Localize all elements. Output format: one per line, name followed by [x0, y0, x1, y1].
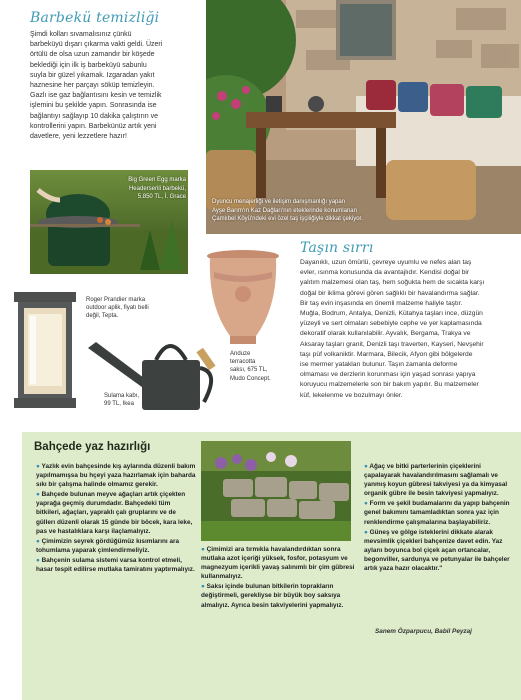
tas-body — [300, 258, 521, 401]
lamp-image — [8, 292, 78, 415]
bullet-icon: ● — [201, 583, 207, 591]
garden-tip-text: Saksı içinde bulunan bitkilerin toprakların değiştirmeli, gerekliyse bir büyük boy saksıya almalıyız. Ayrıca besin takviyelerini yapmalıyız. — [201, 583, 344, 609]
garden-tip-text: Güneş ve gölge isteklerini dikkate alarak mevsimlik çiçekleri bahçenize davet edin. Yaz aylarıı boyunca bol çiçek açan ortancalar, begonviller, sardunya ve petunyalar ile bahçeler artık yaza hazır olacaktır." — [364, 528, 510, 573]
garden-tip-text: Bahçede bulunan meyve ağaçları artık çiçekten yaprağa geçmiş durumdadır. Bahçedeki tüm bitkileri, ağaçları, yapraklı çalı gruplarını ve de güllerı düzenli olarak 15 günde bir böcek, kara leke, pas ve hastalıklara karşı ilaçlamalıyız. — [36, 491, 193, 535]
barbeku.lines-line: Gazlı ise gaz bağlantısını kesin ve temizlik — [30, 92, 162, 100]
barbeku.lines-line: suyla bir güzel yıkamak. Izgaradan yakıt — [30, 71, 155, 79]
patio-photo — [206, 0, 521, 234]
tas.lines-line: Dayanıklı, uzun ömürlü, çevreye uyumlu ve nefes alan taş — [300, 259, 472, 266]
tas.lines-line: olmaması ve derzlerin korunması için yaşad sonrası yapıya — [300, 371, 476, 379]
top_photo.caption-line: Dyuncu menajerliği ve iletişim danışmanlığı yapan — [212, 199, 346, 205]
barbeku.lines-line: örtülü de olsa uzun zamandır bir köşede — [30, 51, 155, 59]
garden-tip — [36, 556, 196, 574]
garden-tip-text: Çimimizi ara tırmıkla havalandırdıktan sonra mutlaka azot içeriği yüksek, fosfor, potasyum ve magnezyum içerikli yavaş salınımlı bir çim gübresi kullanmalıyız. — [201, 546, 355, 581]
bullet-icon: ● — [364, 500, 370, 508]
tas.lines-line: doğal bir iklima görevi gören sağlıklı bir havalandırma sağlar. — [300, 289, 480, 297]
stone-wall-photo — [201, 441, 351, 541]
bullet-icon: ● — [36, 556, 42, 564]
vase.caption-line: terracotta — [230, 359, 256, 366]
top_photo.caption-line: Ayşe Barım'ın Kaz Dağları'nın eteklerinde konumlanan — [212, 207, 357, 214]
barbeku.lines-line: Şimdi kolları sıvamalısınız çünkü — [30, 31, 132, 38]
barbeku.lines-line: haznesine her parçayı söküp temizleyin. — [30, 82, 155, 90]
garden-tip-text: Bahçenin sulama sistemi varsa kontrol etmeli, hasar tespit edilirse mutlaka tamiratını yaptırmalıyız. — [36, 556, 195, 574]
watering-can-caption — [104, 392, 164, 408]
bullet-icon: ● — [201, 546, 207, 553]
barbeku.lines-line: beklediği için ilk iş barbeküyü sabunlu — [30, 61, 147, 69]
barbeku.lines-line: kontrollerini yapın. Barbekünüz artık yeni — [30, 122, 157, 130]
garden-tip — [36, 537, 196, 555]
garden-tip-text: Çimimizin seyrek gördüğümüz kısımlarını ara tohumlama yaparak çimlendirmeliyiz. — [36, 537, 180, 554]
vase-image — [206, 250, 280, 351]
garden-column-3 — [364, 462, 516, 574]
vase.caption-line: Anduze — [230, 351, 251, 357]
tas.lines-line: dekoratif olarak kullanılabilir. Ayvalık, Bergama, Trakya ve — [300, 330, 471, 338]
lamp.caption-line: Roger Prandier marka — [86, 297, 146, 303]
garden-title: Bahçede yaz hazırlığı — [34, 441, 151, 453]
bullet-icon: ● — [36, 537, 42, 545]
patio-caption — [212, 198, 452, 224]
barbeku.lines-line: barbeküyü dışarı çıkarma vakti geldi. Üzeri — [30, 41, 163, 49]
garden-tip — [201, 582, 357, 609]
bbq-caption — [112, 176, 186, 202]
barbeku.lines-line: bağlantıyı sağlayıp 10 dakika çalıştırın ve — [30, 112, 159, 120]
garden-tip — [364, 499, 516, 526]
garden-tip — [201, 545, 357, 581]
garden-tip-text: Form ve şekil budamalarını da yapıp bahçenin genel bakımını tamamladıktan sonra yaz için renklendirme çalışmalarına başlayabiliriz. — [364, 500, 510, 526]
bullet-icon: ● — [364, 528, 370, 536]
top_photo.caption-line: Çamlıbel Köyü'ndeki evi özel taş işçiliğiyle dikkat çekiyor. — [212, 216, 363, 222]
barbeku.lines-line: davetlere, yeni lezzetlere hazır! — [30, 133, 127, 141]
tas.lines-line: ise mermer yatakları bulunur. Taşın zamanla deforme — [300, 361, 458, 369]
garden-tip-text: Ağaç ve bitki parterlerinin çiçeklerini çapalayarak havalandırılmasını sağlamalı ve yanmış koyun gübresi takviyesi ya da kimyasal organik gübre ile besin takviyesi yapmalıyız. — [364, 463, 508, 498]
can.caption-line: Sulama kabı, — [104, 393, 140, 399]
tas-title: Taşın sırrı — [300, 240, 374, 256]
tas.lines-line: Bir taş evin inşasında en önemli malzeme haliyle taştır. — [300, 299, 463, 307]
vase.caption-line: saksı, 675 TL, — [230, 367, 268, 374]
garden-tip — [36, 462, 196, 489]
bbq_photo.caption-line: 5.850 TL, İ. Grace — [137, 194, 186, 200]
bbq-photo — [30, 170, 188, 274]
barbeku-title: Barbekü temizliği — [30, 10, 160, 26]
tas.lines-line: taşı püf volkaniktir. Marmara, Bilecik, Afyon gibi bölgelerde — [300, 350, 473, 358]
garden-tip-text: Yazlık evin bahçesinde kış aylarında düzenli bakım yapılmamışsa bu hçeyi yaza hazırlamak için baharda sıkı bir çalışma halinde olmamız gerekir. — [36, 463, 196, 489]
tas.lines-line: yalıtım malzemesi olan taş, hem soğukta hem de sıcakta karşı — [300, 279, 485, 287]
can.caption-line: 99 TL, Ikea — [104, 401, 134, 408]
garden-column-2 — [201, 545, 357, 611]
garden-column-1 — [36, 462, 196, 575]
vase.caption-line: Mudo Concept. — [230, 375, 271, 382]
tas.lines-line: Muğla, Bodrum, Antalya, Denizli, Kütahya taşları ince, düzgün — [300, 310, 483, 318]
vase-caption — [230, 350, 290, 383]
barbeku.lines-line: işlemini bu şekilde yapın. Sonrasında ise — [30, 102, 157, 110]
bullet-icon: ● — [36, 491, 42, 499]
garden-signature: Sanem Özparpucu, Babil Peyzaj — [375, 628, 472, 635]
barbeku-body — [30, 30, 210, 142]
tas.lines-line: Aksaray taşları granit, Denizli taşı traverten, Kayseri, Nevşehir — [300, 340, 484, 348]
garden-tip — [36, 490, 196, 535]
bullet-icon: ● — [36, 463, 42, 470]
lamp.caption-line: outdoor aplik, fiyatı belli — [86, 305, 149, 312]
tas.lines-line: yüzeyli ve sert olmaları sebebiyle cephe ve yer kaplamasında — [300, 320, 482, 328]
lamp-caption — [86, 296, 176, 321]
tas.lines-line: evler, ısınma konusunda da avantajlıdır. Kendisi doğal bir — [300, 269, 470, 277]
bbq_photo.caption-line: Headerserili barbekü, — [128, 185, 186, 192]
bullet-icon: ● — [364, 463, 370, 470]
garden-tip — [364, 528, 516, 573]
tas.lines-line: koruyucu malzemelerle son bir bakım yapılır. Bu malzemeler — [300, 381, 479, 389]
bbq_photo.caption-line: Big Green Egg marka — [128, 177, 186, 183]
lamp.caption-line: değil, Tepta. — [86, 313, 119, 320]
tas.lines-line: küf, lekelenme ve bozulmayı önler. — [300, 391, 403, 399]
garden-tip — [364, 462, 516, 498]
